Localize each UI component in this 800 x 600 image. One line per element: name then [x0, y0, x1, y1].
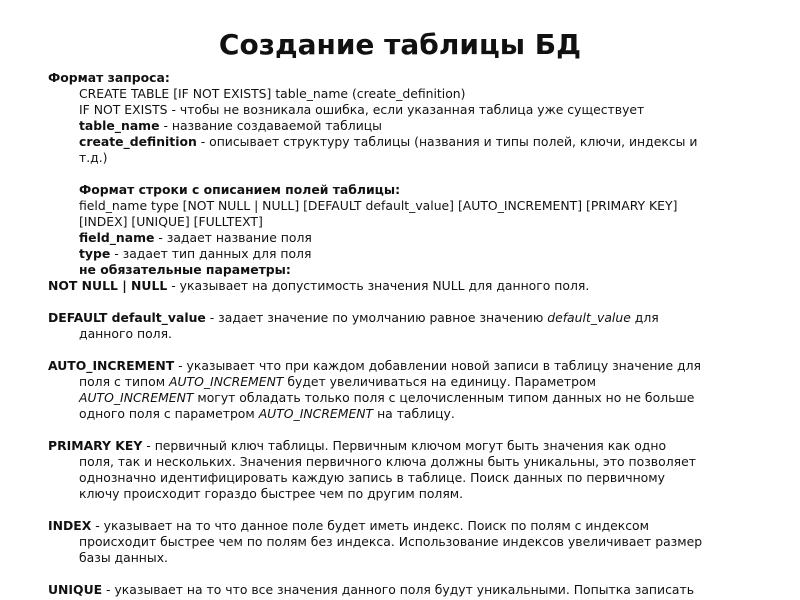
index-def: INDEX - указывает на то что данное поле будет иметь индекс. Поиск по полям с индексом — [48, 518, 649, 533]
unique-def: UNIQUE - указывает на то что все значения данного поля будут уникальными. Попытка записать — [48, 582, 695, 597]
if-not-exists-note: IF NOT EXISTS - чтобы не возникала ошибка, если указанная таблица уже существует — [79, 102, 645, 117]
auto-increment-def-l4: одного поля с параметром AUTO_INCREMENT на таблицу. — [79, 406, 455, 421]
primary-key-def: PRIMARY KEY - первичный ключ таблицы. Первичным ключом могут быть значения как одно — [48, 438, 667, 453]
default-def: DEFAULT default_value - задает значение по умолчанию равное значению default_value для — [48, 310, 659, 325]
primary-key-def-l2: поля, так и нескольких. Значения первичного ключа должны быть уникальны, это позволяет — [79, 454, 696, 469]
index-def-l2: происходит быстрее чем по полям без индекса. Использование индексов увеличивает размер — [79, 534, 703, 549]
not-null-def: NOT NULL | NULL - указывает на допустимость значения NULL для данного поля. — [48, 278, 590, 293]
auto-increment-def-l2: поля с типом AUTO_INCREMENT будет увеличиваться на единицу. Параметром — [79, 374, 596, 389]
create-syntax: CREATE TABLE [IF NOT EXISTS] table_name (create_definition) — [79, 86, 466, 101]
page-title: Создание таблицы БД — [218, 28, 582, 61]
primary-key-def-l4: ключу происходит гораздо быстрее чем по другим полям. — [79, 486, 464, 501]
document-body — [48, 70, 758, 598]
row-syntax-1: field_name type [NOT NULL | NULL] [DEFAULT default_value] [AUTO_INCREMENT] [PRIMARY KEY] — [79, 198, 678, 213]
row-format-label: Формат строки с описанием полей таблицы: — [79, 182, 401, 197]
format-label: Формат запроса: — [48, 70, 170, 85]
index-def-l3: базы данных. — [79, 550, 168, 565]
table-name-def: table_name - название создаваемой таблицы — [79, 118, 382, 133]
create-definition-def: create_definition - описывает структуру таблицы (названия и типы полей, ключи, индексы и — [79, 134, 698, 149]
row-syntax-2: [INDEX] [UNIQUE] [FULLTEXT] — [79, 214, 263, 229]
field-name-def: field_name - задает название поля — [79, 230, 312, 245]
auto-increment-def-l3: AUTO_INCREMENT могут обладать только поля с целочисленным типом данных но не больше — [79, 390, 695, 405]
create-definition-def-cont: т.д.) — [79, 150, 108, 165]
type-def: type - задает тип данных для поля — [79, 246, 312, 261]
default-def-cont: данного поля. — [79, 326, 172, 341]
primary-key-def-l3: однозначно идентифицировать каждую запись в таблице. Поиск данных по первичному — [79, 470, 665, 485]
auto-increment-def: AUTO_INCREMENT - указывает что при каждом добавлении новой записи в таблицу значение для — [48, 358, 701, 373]
optional-label: не обязательные параметры: — [79, 262, 291, 277]
